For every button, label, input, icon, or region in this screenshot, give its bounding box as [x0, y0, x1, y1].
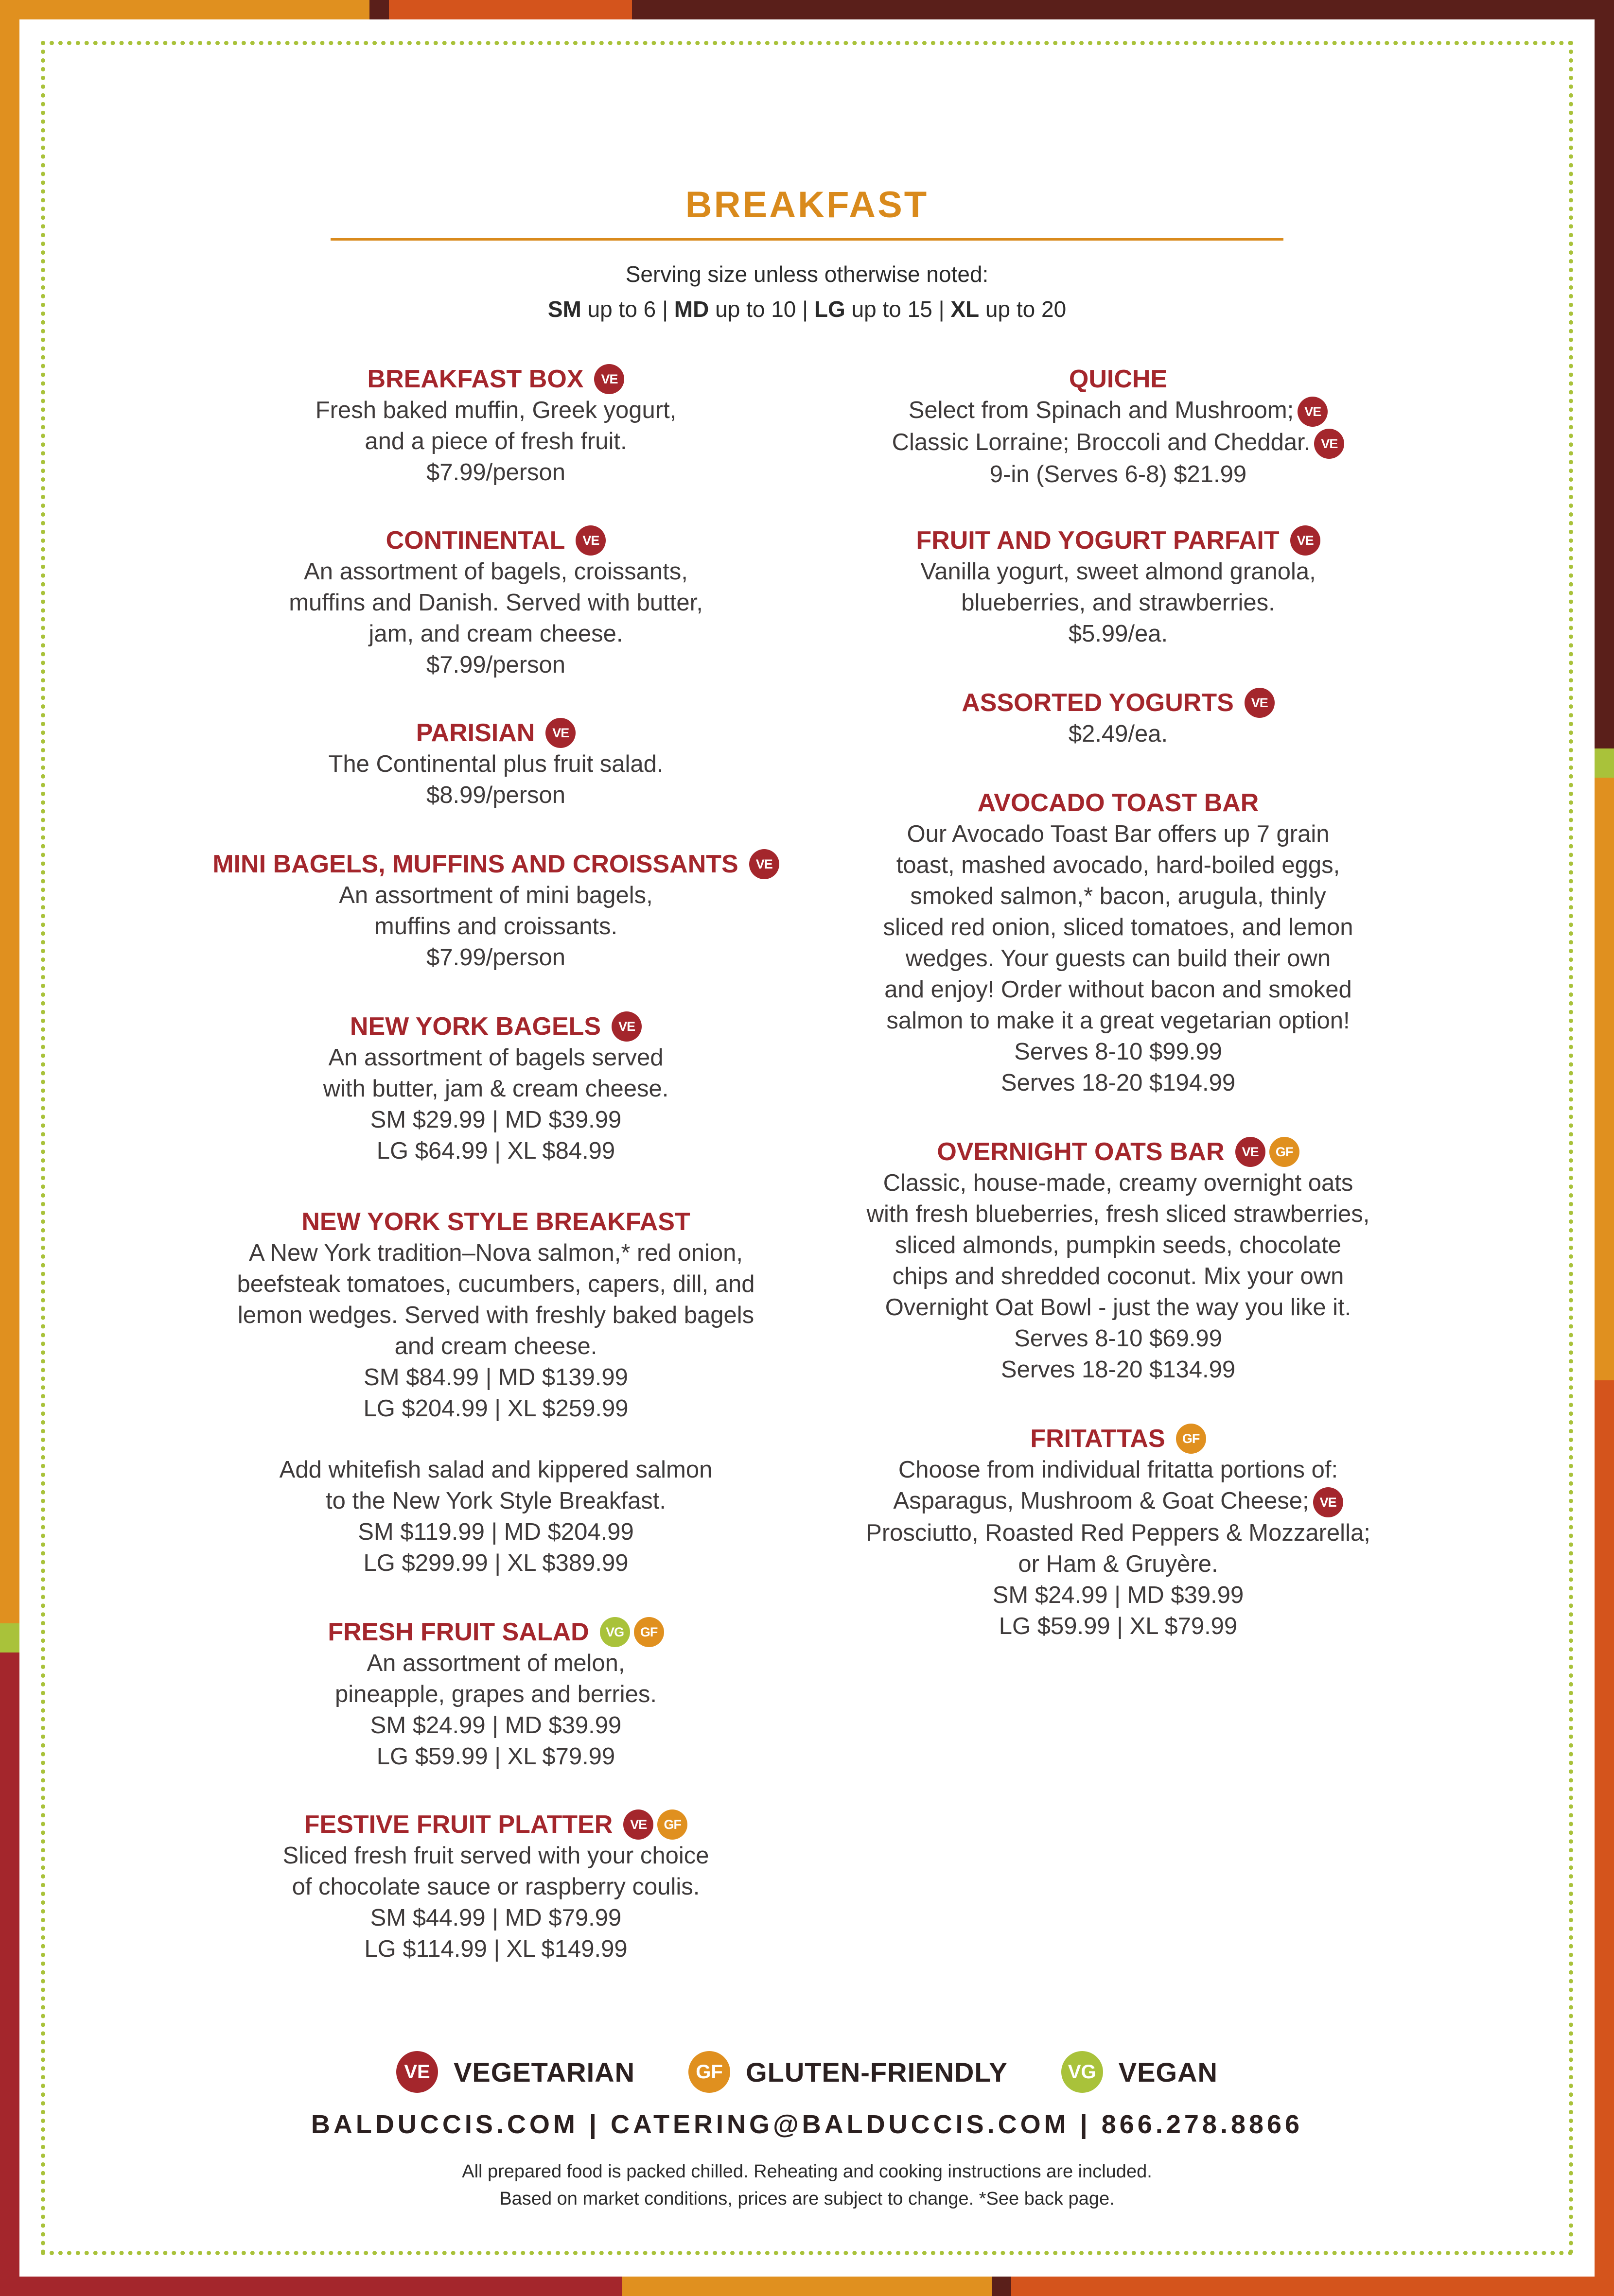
item-title: AVOCADO TOAST BAR	[977, 789, 1259, 817]
frame-right-green	[1595, 748, 1614, 778]
vegan-badge-icon: VG	[600, 1617, 630, 1647]
item-title: CONTINENTAL	[386, 526, 565, 555]
item-description: Vanilla yogurt, sweet almond granola, blueberries, and strawberries. $5.99/ea.	[920, 558, 1316, 647]
vegetarian-badge-icon: VE	[594, 364, 624, 394]
gluten-friendly-badge-icon: GF	[634, 1617, 664, 1647]
contact-info: BALDUCCIS.COM | CATERING@BALDUCCIS.COM | 866.278.8866	[311, 2110, 1303, 2139]
menu-item-parisian	[209, 717, 783, 811]
item-description: An assortment of bagels, croissants, muffins and Danish. Served with butter, jam, and cream cheese. $7.99/person	[289, 558, 703, 678]
item-title: FRUIT AND YOGURT PARFAIT	[916, 526, 1280, 555]
item-description: Add whitefish salad and kippered salmon to the New York Style Breakfast. SM $119.99 | MD $204.99 LG $299.99 | XL $389.99	[279, 1457, 713, 1576]
vegetarian-badge-icon: VE	[1290, 525, 1320, 556]
vegetarian-badge-icon: VE	[623, 1809, 653, 1840]
item-description: Choose from individual fritatta portions of: Asparagus, Mushroom & Goat Cheese; VE Prosciutto, Roasted Red Peppers & Mozzarella; or Ham & Gruyère. SM $24.99 | MD $39.99 LG $59.99 | XL $79.99	[866, 1457, 1370, 1640]
item-title: MINI BAGELS, MUFFINS AND CROISSANTS	[212, 850, 738, 878]
vegetarian-badge-icon: VE	[545, 718, 576, 748]
serving-info	[0, 257, 1614, 327]
legend-label: VEGETARIAN	[454, 2056, 635, 2087]
item-title: NEW YORK STYLE BREAKFAST	[301, 1208, 690, 1236]
frame-bottom-red2	[1011, 2277, 1614, 2296]
frame-top-dark	[369, 0, 389, 19]
frame-left-orange	[0, 0, 19, 1623]
note-line: Based on market conditions, prices are subject to change. *See back page.	[499, 2189, 1115, 2209]
menu-item-avocado-toast-bar	[826, 787, 1410, 1098]
title-rule	[331, 238, 1283, 241]
legend-label: GLUTEN-FRIENDLY	[746, 2056, 1008, 2087]
vegetarian-badge-icon: VE	[1313, 1487, 1343, 1517]
vegetarian-badge-icon: VE	[1298, 397, 1328, 427]
dietary-legend	[0, 2051, 1614, 2093]
vegan-badge-icon: VG	[1061, 2051, 1103, 2093]
item-description: $2.49/ea.	[1068, 721, 1168, 747]
item-title: BREAKFAST BOX	[367, 365, 584, 393]
size-code: SM	[547, 296, 581, 322]
gluten-friendly-badge-icon: GF	[657, 1809, 687, 1840]
menu-item-new-york-style-breakfast	[209, 1206, 783, 1424]
vegetarian-badge-icon: VE	[1314, 429, 1344, 459]
item-title: OVERNIGHT OATS BAR	[937, 1138, 1225, 1166]
item-title: PARISIAN	[416, 719, 535, 747]
frame-bottom-red	[0, 2277, 622, 2296]
legend-vegetarian	[396, 2051, 635, 2093]
vegetarian-badge-icon: VE	[1235, 1137, 1265, 1167]
frame-left-green	[0, 1623, 19, 1652]
menu-item-continental	[209, 525, 783, 680]
frame-top-brown	[632, 0, 1614, 19]
item-title: FRITATTAS	[1030, 1425, 1165, 1453]
item-title: NEW YORK BAGELS	[350, 1012, 601, 1041]
item-title: QUICHE	[1069, 365, 1168, 393]
item-description: A New York tradition–Nova salmon,* red onion, beefsteak tomatoes, cucumbers, capers, dill, and lemon wedges. Served with freshly baked bagels and cream cheese. SM $84.99 | MD $139.99 LG $204.99 | XL $259.99	[237, 1240, 755, 1422]
size-text: up to 20	[985, 296, 1067, 322]
item-description: Classic, house-made, creamy overnight oats with fresh blueberries, fresh sliced strawberries, sliced almonds, pumpkin seeds, chocolate chips and shredded coconut. Mix your own Overnight Oat Bowl - just the way you like it. Serves 8-10 $69.99 Serves 18-20 $134.99	[866, 1170, 1370, 1383]
serving-sizes	[0, 292, 1614, 327]
size-separator: |	[662, 296, 668, 322]
size-code: MD	[674, 296, 709, 322]
size-code: XL	[950, 296, 980, 322]
item-description: Select from Spinach and Mushroom; VE Classic Lorraine; Broccoli and Cheddar. VE 9-in (Serves 6-8) $21.99	[826, 395, 1410, 490]
menu-item-breakfast-box	[209, 364, 783, 488]
legend-vegan	[1061, 2051, 1218, 2093]
menu-item-fritattas	[826, 1423, 1410, 1642]
frame-bottom-orange	[622, 2277, 992, 2296]
menu-item-fresh-fruit-salad	[209, 1617, 783, 1772]
frame-right-brown	[1595, 0, 1614, 748]
size-separator: |	[938, 296, 945, 322]
vegetarian-badge-icon: VE	[612, 1011, 642, 1042]
note-line: All prepared food is packed chilled. Reheating and cooking instructions are included.	[462, 2161, 1152, 2182]
footer-note	[0, 2158, 1614, 2212]
frame-top-red	[389, 0, 632, 19]
vegetarian-badge-icon: VE	[396, 2051, 438, 2093]
size-separator: |	[802, 296, 808, 322]
size-text: up to 10	[715, 296, 796, 322]
size-text: up to 15	[851, 296, 932, 322]
frame-bottom-dark	[992, 2277, 1011, 2296]
item-description: Fresh baked muffin, Greek yogurt, and a piece of fresh fruit. $7.99/person	[315, 397, 677, 486]
vegetarian-badge-icon: VE	[1245, 688, 1275, 718]
serving-intro: Serving size unless otherwise noted:	[625, 261, 989, 287]
vegetarian-badge-icon: VE	[749, 849, 779, 879]
menu-item-quiche	[826, 364, 1410, 490]
gluten-friendly-badge-icon: GF	[1269, 1137, 1299, 1167]
menu-item-fruit-yogurt-parfait	[826, 525, 1410, 649]
size-text: up to 6	[587, 296, 656, 322]
gluten-friendly-badge-icon: GF	[1176, 1424, 1206, 1454]
item-description: The Continental plus fruit salad. $8.99/person	[328, 751, 664, 808]
menu-item-addon	[209, 1454, 783, 1579]
legend-gluten-friendly	[688, 2051, 1008, 2093]
item-title: FRESH FRUIT SALAD	[328, 1618, 589, 1646]
menu-item-new-york-bagels	[209, 1011, 783, 1166]
menu-item-mini-bagels	[209, 849, 783, 973]
menu-item-festive-fruit-platter	[209, 1809, 783, 1965]
frame-right-orange	[1595, 778, 1614, 1380]
menu-item-overnight-oats-bar	[826, 1136, 1410, 1385]
vegetarian-badge-icon: VE	[576, 525, 606, 556]
page-title: BREAKFAST	[685, 184, 929, 226]
legend-label: VEGAN	[1118, 2056, 1218, 2087]
item-description: An assortment of melon, pineapple, grapes and berries. SM $24.99 | MD $39.99 LG $59.99 | XL $79.99	[335, 1650, 657, 1770]
item-description: An assortment of bagels served with butter, jam & cream cheese. SM $29.99 | MD $39.99 LG $64.99 | XL $84.99	[323, 1044, 669, 1164]
frame-top-orange	[0, 0, 379, 19]
item-description: Our Avocado Toast Bar offers up 7 grain toast, mashed avocado, hard-boiled eggs, smoked salmon,* bacon, arugula, thinly sliced red onion, sliced tomatoes, and lemon wedges. Your guests can build their own and enjoy! Order without bacon and smoked salmon to make it a great vegetarian option! Serves 8-10 $99.99 Serves 18-20 $194.99	[883, 821, 1353, 1096]
item-title: ASSORTED YOGURTS	[962, 689, 1234, 717]
size-code: LG	[814, 296, 845, 322]
item-title: FESTIVE FRUIT PLATTER	[304, 1810, 613, 1839]
menu-item-assorted-yogurts	[826, 687, 1410, 749]
item-description: Sliced fresh fruit served with your choice of chocolate sauce or raspberry coulis. SM $44.99 | MD $79.99 LG $114.99 | XL $149.99	[282, 1843, 709, 1962]
item-description: An assortment of mini bagels, muffins and croissants. $7.99/person	[339, 882, 653, 971]
gluten-friendly-badge-icon: GF	[688, 2051, 730, 2093]
